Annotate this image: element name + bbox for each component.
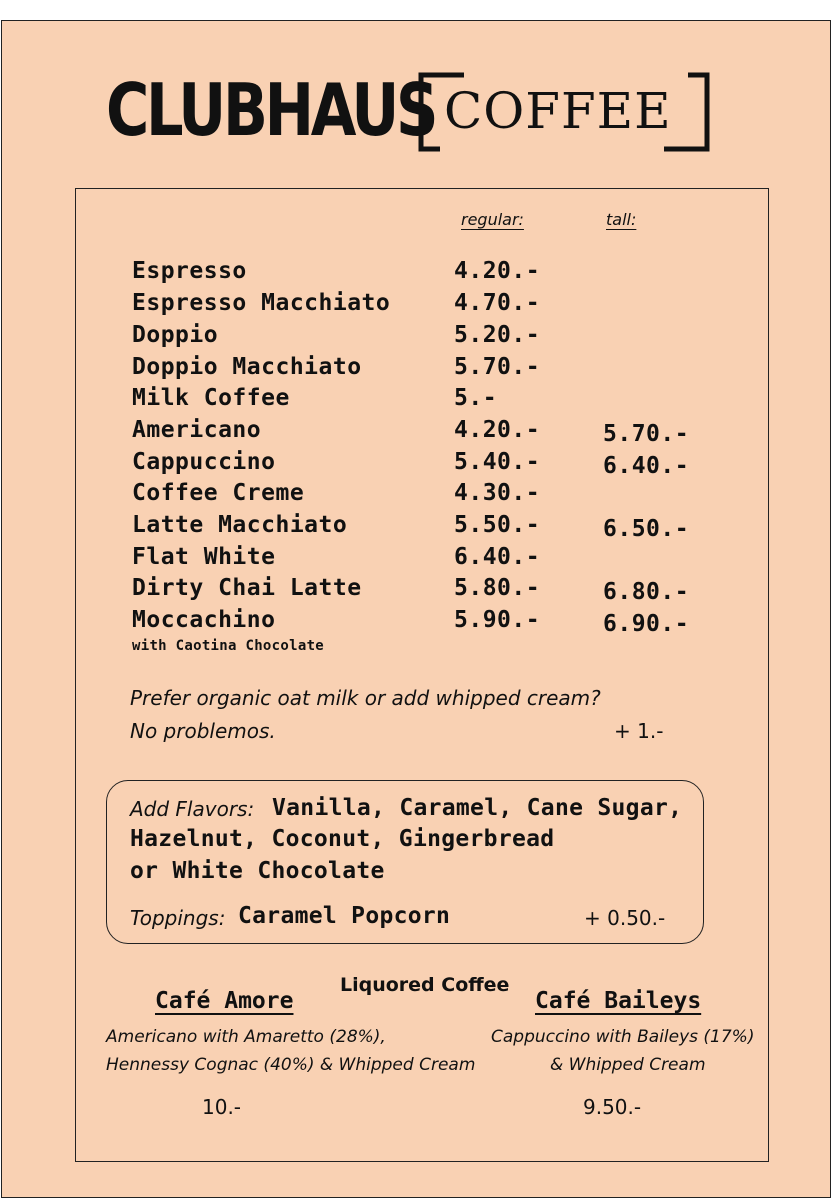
price-regular-cappuccino: 5.40.- [454,449,541,475]
extras-answer: No problemos. [130,719,276,743]
price-regular-americano: 4.20.- [454,417,541,443]
item-name-flat-white: Flat White [132,544,276,570]
flavors-label: Add Flavors: [130,797,255,821]
item-name-espresso-macchiato: Espresso Macchiato [132,290,391,316]
logo-clubhaus: CLUBHAUS [106,68,436,152]
price-regular-latte-macchiato: 5.50.- [454,512,541,538]
cafe-amore-title: Café Amore [155,988,294,1014]
moccachino-note: with Caotina Chocolate [132,638,325,654]
price-regular-doppio-macchiato: 5.70.- [454,354,541,380]
cafe-baileys-desc-line2: & Whipped Cream [550,1055,706,1075]
price-tall-dirty-chai-latte: 6.80.- [603,579,690,605]
column-header-regular: regular: [461,210,524,229]
item-name-doppio: Doppio [132,322,219,348]
price-tall-latte-macchiato: 6.50.- [603,516,690,542]
price-tall-moccachino: 6.90.- [603,611,690,637]
cafe-baileys-desc-line1: Cappuccino with Baileys (17%) [491,1027,755,1047]
flavors-price: + 0.50.- [584,906,666,930]
price-regular-moccachino: 5.90.- [454,607,541,633]
flavors-list-line3: or White Chocolate [130,858,385,884]
column-header-tall: tall: [606,210,637,229]
item-name-doppio-macchiato: Doppio Macchiato [132,354,362,380]
flavors-list-line2: Hazelnut, Coconut, Gingerbread [130,826,555,852]
price-regular-coffee-creme: 4.30.- [454,480,541,506]
item-name-americano: Americano [132,417,262,443]
extras-price: + 1.- [614,719,664,743]
item-name-moccachino: Moccachino [132,607,276,633]
item-name-cappuccino: Cappuccino [132,449,276,475]
toppings-label: Toppings: [130,906,226,930]
price-regular-espresso-macchiato: 4.70.- [454,290,541,316]
item-name-espresso: Espresso [132,258,247,284]
cafe-amore-price: 10.- [202,1095,242,1119]
price-regular-dirty-chai-latte: 5.80.- [454,575,541,601]
price-regular-doppio: 5.20.- [454,322,541,348]
cafe-amore-desc-line1: Americano with Amaretto (28%), [106,1027,386,1047]
cafe-amore-desc-line2: Hennessy Cognac (40%) & Whipped Cream [106,1055,476,1075]
toppings-value: Caramel Popcorn [238,903,451,929]
item-name-latte-macchiato: Latte Macchiato [132,512,348,538]
price-regular-flat-white: 6.40.- [454,544,541,570]
price-regular-milk-coffee: 5.- [454,385,498,411]
liquored-coffee-heading: Liquored Coffee [340,974,510,996]
extras-question: Prefer organic oat milk or add whipped cream? [130,686,601,710]
item-name-milk-coffee: Milk Coffee [132,385,290,411]
flavors-list-line1: Vanilla, Caramel, Cane Sugar, [272,795,683,821]
item-name-coffee-creme: Coffee Creme [132,480,305,506]
price-tall-cappuccino: 6.40.- [603,453,690,479]
price-tall-americano: 5.70.- [603,421,690,447]
item-name-dirty-chai-latte: Dirty Chai Latte [132,575,362,601]
cafe-baileys-price: 9.50.- [583,1095,642,1119]
logo-coffee: COFFEE [444,82,672,140]
price-regular-espresso: 4.20.- [454,258,541,284]
cafe-baileys-title: Café Baileys [535,988,702,1014]
